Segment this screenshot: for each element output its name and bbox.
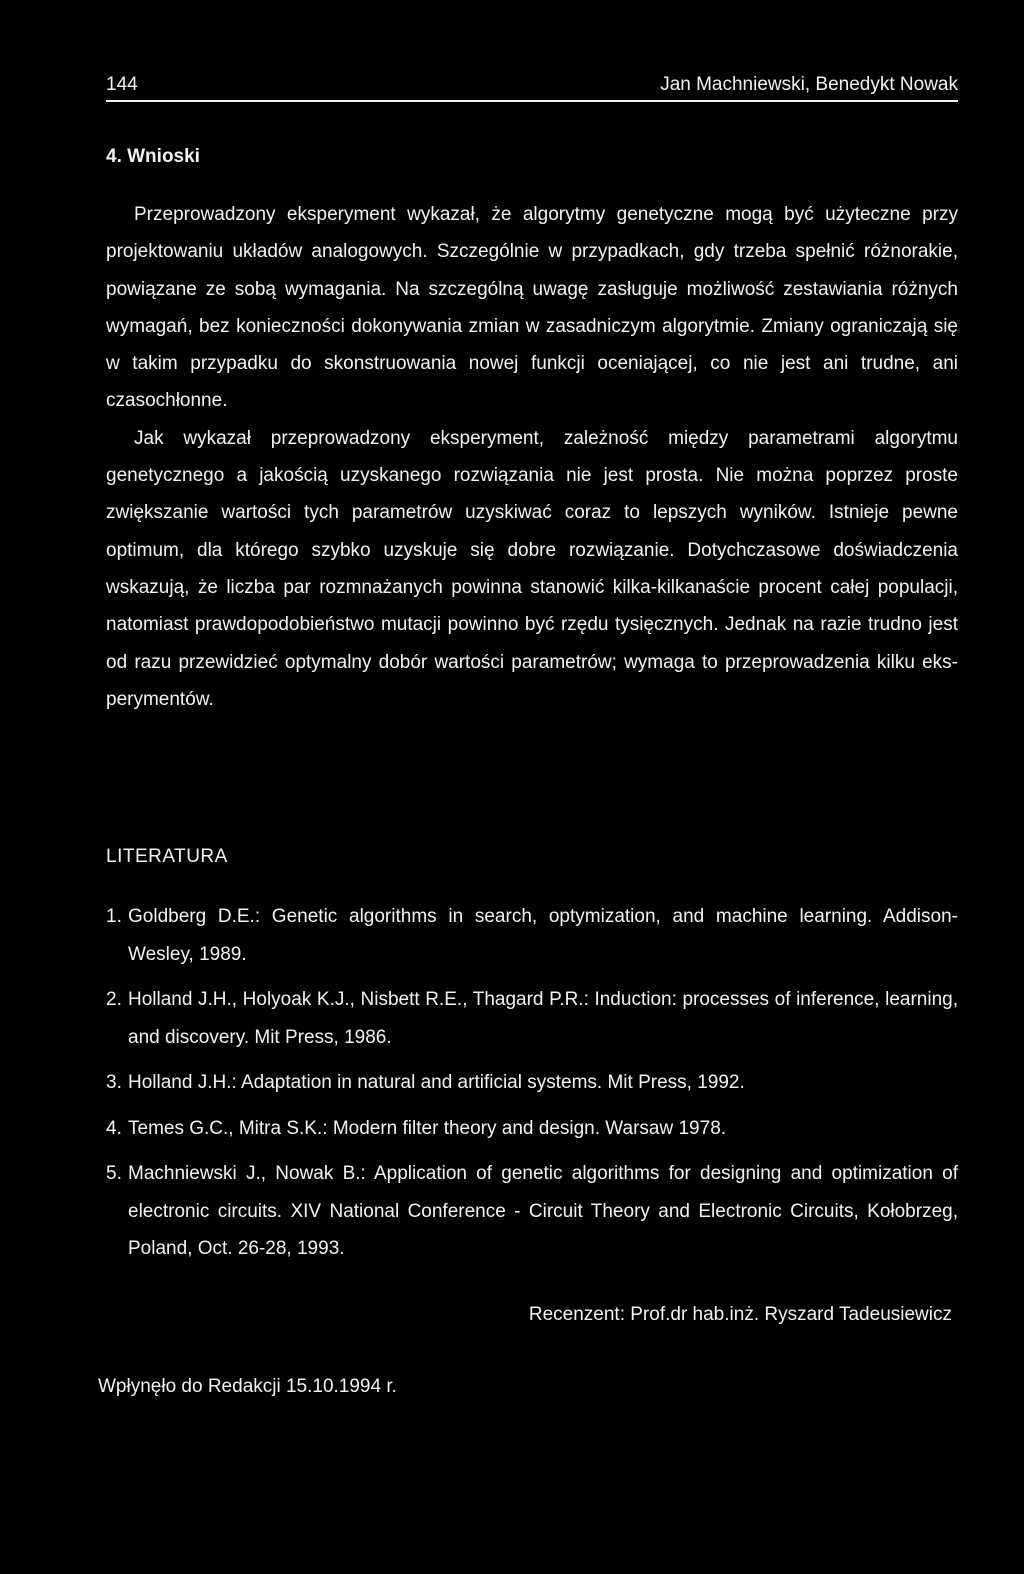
reference-item: [106, 1064, 958, 1102]
section-body: [106, 196, 958, 718]
reference-item: [106, 981, 958, 1056]
section-heading: 4. Wnioski: [106, 146, 200, 167]
reference-list: [106, 898, 958, 1276]
running-header-authors: Jan Machniewski, Benedykt Nowak: [660, 74, 958, 95]
running-header: [106, 70, 958, 102]
reference-number: 2.: [106, 989, 122, 1010]
literature-heading: LITERATURA: [106, 846, 228, 867]
reference-text: Holland J.H., Holyoak K.J., Nisbett R.E., Thagard P.R.: Induction: processes of inference, learning, and discovery. Mit Press, 1986.: [128, 989, 958, 1048]
reference-text: Goldberg D.E.: Genetic algorithms in search, optymization, and machine learning. Addison-Wesley, 1989.: [128, 906, 958, 965]
reference-number: 4.: [106, 1117, 122, 1139]
reference-item: [106, 1155, 958, 1268]
page-number: 144: [106, 74, 138, 95]
body-paragraph: Jak wykazał przeprowadzony eksperyment, zależność między parametrami algorytmu genetycznego a jakością uzyskanego rozwiązania nie jest prosta. Nie można poprzez proste zwiększanie wartości tych parametrów uzyskiwać coraz to lepszych wyników. Istnieje pewne optimum, dla którego szybko uzyskuje się dobre rozwiązanie. Dotychczasowe doświadczenia wskazują, że liczba par rozmnażanych powinna stanowić kilka-kilkanaście procent całej populacji, natomiast prawdopodobieństwo mutacji powinno być rzędu tysięcznych. Jednak na razie trudno jest od razu przewidzieć optymalny dobór wartości parametrów; wymaga to przeprowadzenia kilku eksperymentów.: [106, 427, 958, 710]
reference-item: [106, 898, 958, 973]
reference-text: Temes G.C., Mitra S.K.: Modern filter theory and design. Warsaw 1978.: [128, 1117, 727, 1139]
body-paragraph: Przeprowadzony eksperyment wykazał, że algorytmy genetyczne mogą być użyteczne przy projektowaniu układów analogowych. Szczególnie w przypadkach, gdy trzeba spełnić różnorakie, powiązane ze sobą wymagania. Na szczególną uwagę zasługuje możliwość zestawiania różnych wymagań, bez konieczności dokonywania zmian w zasadniczym algorytmie. Zmiany ograniczają się w takim przypadku do skonstruowania nowej funkcji oceniającej, co nie jest ani trudne, ani czasochłonne.: [106, 204, 958, 412]
reference-number: 5.: [106, 1163, 122, 1184]
reference-number: 1.: [106, 906, 122, 927]
reviewer-note: Recenzent: Prof.dr hab.inż. Ryszard Tadeusiewicz: [528, 1304, 952, 1325]
reference-text: Holland J.H.: Adaptation in natural and artificial systems. Mit Press, 1992.: [128, 1072, 745, 1093]
reference-item: [106, 1110, 958, 1148]
received-date: Wpłynęło do Redakcji 15.10.1994 r.: [98, 1376, 397, 1397]
reference-text: Machniewski J., Nowak B.: Application of genetic algorithms for designing and optimization of electronic circuits. XIV National Conference - Circuit Theory and Electronic Circuits, Kołobrzeg, Poland, Oct. 26-28, 1993.: [128, 1163, 958, 1259]
reference-number: 3.: [106, 1072, 122, 1093]
